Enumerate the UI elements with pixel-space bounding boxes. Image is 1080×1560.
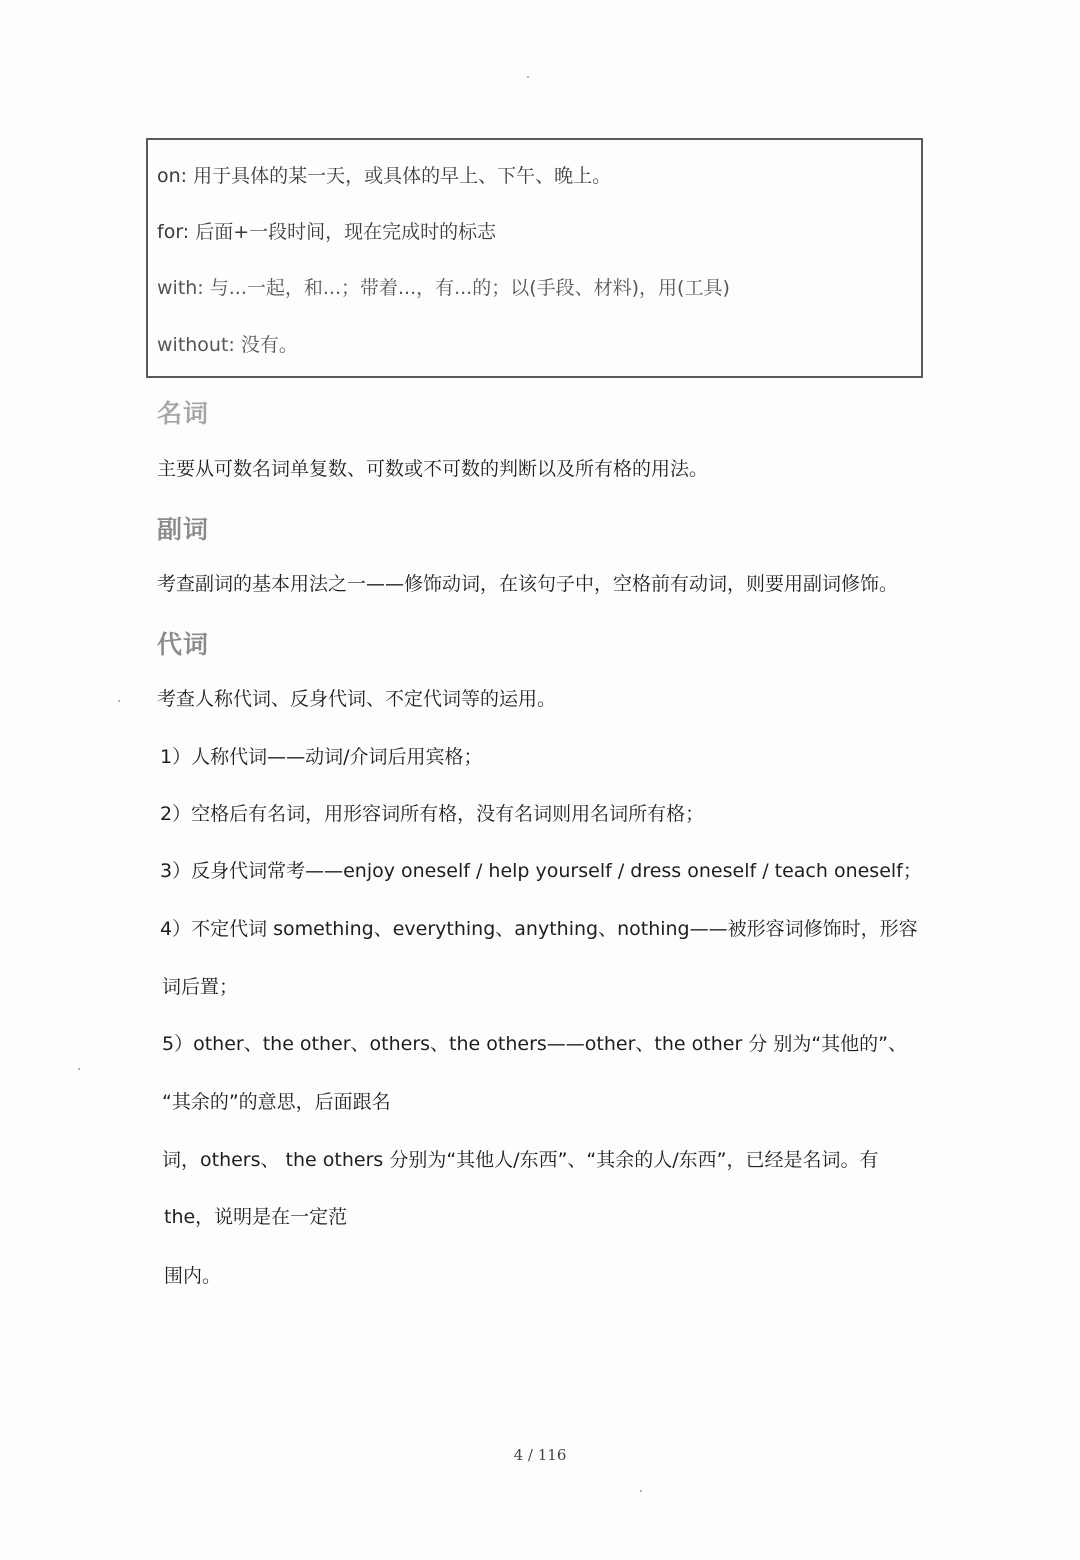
pronoun-text: 考查人称代词、反身代词、不定代词等的运用。 (157, 688, 557, 710)
pronoun-item-continuation: 围内。 (164, 1265, 222, 1287)
adverb-text: 考查副词的基本用法之一——修饰动词，在该句子中，空格前有动词，则要用副词修饰。 (157, 573, 899, 595)
pronoun-item: 2）空格后有名词，用形容词所有格，没有名词则用名词所有格； (160, 803, 705, 825)
pronoun-item: 1）人称代词——动词/介词后用宾格； (160, 746, 483, 768)
heading-pronoun: 代词 (157, 630, 210, 659)
scan-speck (78, 1068, 80, 1070)
page-number: 4 / 116 (513, 1446, 567, 1464)
pronoun-item-continuation: 词后置； (162, 976, 239, 998)
pronoun-item-continuation: “其余的”的意思，后面跟名 (162, 1091, 391, 1113)
box-line-with: with: 与...一起，和...；带着...，有...的；以(手段、材料)，用(工具) (157, 277, 730, 299)
pronoun-item-continuation: 词，others、 the others 分别为“其他人/东西”、“其余的人/东西”，已经是名词。有 (162, 1149, 879, 1171)
scan-speck (527, 76, 529, 78)
box-line-for: for: 后面+一段时间，现在完成时的标志 (157, 221, 497, 243)
scan-speck (118, 700, 120, 702)
heading-adverb: 副词 (157, 515, 210, 544)
box-line-without: without: 没有。 (157, 334, 298, 356)
pronoun-item: 5）other、the other、others、the others——other、the other 分 别为“其他的”、 (162, 1033, 908, 1055)
pronoun-item: 4）不定代词 something、everything、anything、nothing——被形容词修饰时，形容 (160, 918, 918, 940)
pronoun-item: 3）反身代词常考——enjoy oneself / help yourself / dress oneself / teach oneself； (160, 860, 922, 882)
noun-text: 主要从可数名词单复数、可数或不可数的判断以及所有格的用法。 (157, 458, 709, 480)
pronoun-item-continuation: the，说明是在一定范 (164, 1206, 348, 1228)
heading-noun: 名词 (157, 399, 210, 428)
scan-speck (640, 1490, 642, 1492)
box-line-on: on: 用于具体的某一天，或具体的早上、下午、晚上。 (157, 165, 612, 187)
